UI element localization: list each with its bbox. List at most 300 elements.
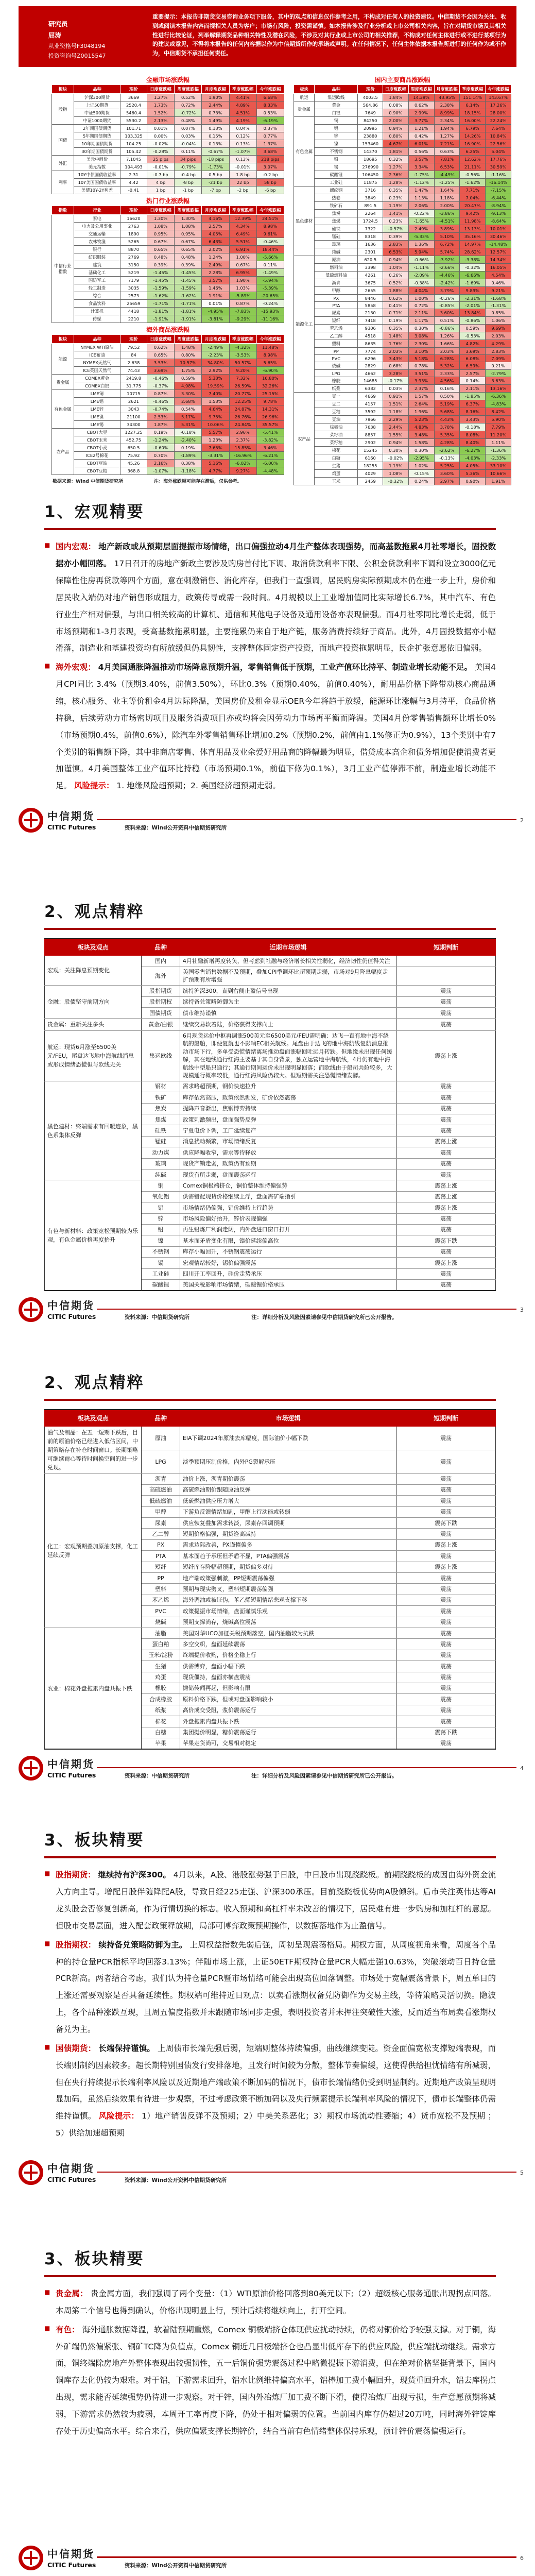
change-cell: -0.46%: [256, 238, 284, 246]
change-cell: -0.86%: [460, 317, 486, 325]
change-cell: 2.16%: [147, 460, 174, 467]
judgement-cell: 震荡: [396, 1213, 496, 1224]
researcher-name: 屈涛: [48, 31, 62, 39]
change-cell: 10.66%: [486, 470, 511, 478]
table-row: [52, 163, 284, 171]
variety-cell: 热卷: [315, 194, 358, 202]
change-cell: -0.37%: [147, 382, 174, 390]
footer-body: [47, 2160, 516, 2184]
change-cell: -1.24%: [147, 436, 174, 444]
section-divider: [44, 1856, 496, 1858]
page-footer: [19, 2546, 524, 2570]
change-cell: 2.64%: [408, 400, 434, 408]
change-cell: 1.24%: [202, 253, 229, 261]
table-row: [52, 382, 284, 390]
change-cell: -1.85%: [460, 393, 486, 400]
change-cell: 35.57%: [256, 421, 284, 429]
change-cell: 6.72%: [434, 241, 460, 248]
variety-cell: 焦煤: [315, 217, 358, 225]
change-cell: 2.83%: [486, 348, 511, 355]
brand-cn: 中信期货: [47, 1299, 95, 1312]
footer-body: [47, 1297, 516, 1321]
column-header: 月度涨跌幅: [202, 206, 229, 215]
change-cell: 0.19%: [175, 444, 202, 452]
change-cell: 0.65%: [147, 246, 174, 253]
change-cell: -6.02%: [229, 460, 256, 467]
change-cell: 5.57%: [202, 429, 229, 436]
judgement-cell: 震荡上涨: [396, 1180, 496, 1191]
group-view-cell: 航运：现货6月涨至6500美元/FEU，尾盘达飞地中海航线消息或形成情绪恐慌但与欧线无关: [45, 1030, 142, 1081]
price-cell: 14370: [358, 148, 383, 156]
table-row: [52, 405, 284, 413]
table-row: [294, 272, 511, 279]
variety-cell: 国内: [142, 956, 180, 967]
group-view-cell: 黑色建材：终端需求有回暖迹象，黑色系集体反弹: [45, 1081, 142, 1180]
table-title-overseas: 海外商品涨跌幅: [146, 326, 189, 334]
change-cell: 24.84%: [229, 421, 256, 429]
change-cell: -8.64%: [486, 217, 511, 225]
variety-cell: 10年期国债期货: [74, 140, 120, 148]
price-cell: 8446: [358, 295, 383, 302]
change-cell: 7.04%: [460, 194, 486, 202]
variety-cell: 鸡蛋: [315, 470, 358, 478]
variety-cell: 铜: [315, 117, 358, 125]
change-cell: 4.64%: [202, 405, 229, 413]
table-row: [52, 140, 284, 148]
variety-cell: 动力煤: [142, 1147, 180, 1158]
price-cell: 84250: [358, 117, 383, 125]
change-cell: 43.95%: [434, 94, 460, 101]
variety-cell: PP: [142, 1573, 180, 1584]
change-cell: -9.29%: [229, 315, 256, 323]
price-cell: 2301: [358, 248, 383, 256]
price-cell: 368.8: [120, 467, 147, 475]
bullet-lead: 长端保持谨慎。: [98, 2043, 155, 2053]
footer-source: 资料来源：Wind公开资料中信期货研究所: [125, 2562, 227, 2569]
change-cell: 5.31%: [175, 421, 202, 429]
change-cell: 0.87%: [229, 300, 256, 308]
table-row: [294, 179, 511, 187]
variety-cell: 尿素: [142, 1518, 180, 1529]
price-cell: 2459: [358, 478, 383, 485]
table-row: [294, 225, 511, 233]
change-cell: 12.25%: [229, 398, 256, 405]
change-cell: 5.74%: [434, 248, 460, 256]
section-divider: [44, 1399, 496, 1401]
page-number: 4: [520, 1765, 524, 1772]
views-table-2: [44, 1409, 496, 1750]
change-cell: 1.84%: [383, 94, 409, 101]
change-cell: 0.90%: [460, 478, 486, 485]
logic-cell: 库存小幅回升，不锈钢震荡运行: [180, 1246, 396, 1257]
change-cell: 0.13%: [202, 140, 229, 148]
table-row: [52, 413, 284, 421]
bullet-square-icon: ■: [44, 1939, 50, 1947]
change-cell: 1.00%: [229, 253, 256, 261]
change-cell: 0.39%: [147, 261, 174, 269]
price-cell: 23880: [358, 132, 383, 140]
change-cell: 6.28%: [434, 355, 460, 362]
change-cell: 8.16%: [460, 408, 486, 416]
variety-cell: 美元中间价: [74, 156, 120, 163]
table-row: [52, 375, 284, 382]
change-cell: 3.51%: [408, 370, 434, 377]
change-cell: -6.00%: [256, 460, 284, 467]
variety-cell: 橡胶: [142, 1683, 180, 1693]
judgement-cell: 震荡: [396, 1114, 496, 1125]
variety-cell: LME镍: [74, 413, 120, 421]
table-row: [294, 264, 511, 272]
change-cell: 3.68%: [256, 148, 284, 156]
change-cell: 143.67%: [486, 94, 511, 101]
variety-cell: 铅: [142, 1224, 180, 1235]
variety-cell: PX: [142, 1539, 180, 1550]
logic-cell: 预期与现实劈叉，塑料短期震荡偏强: [180, 1584, 396, 1595]
table-row: [294, 202, 511, 210]
change-cell: 0.5 bp: [202, 171, 229, 179]
change-cell: -1.25%: [434, 179, 460, 187]
variety-cell: 股指期权: [142, 996, 180, 1007]
change-cell: 1.52%: [147, 109, 174, 117]
bullet-label: 贵金属：: [56, 2289, 88, 2299]
column-header: 短期判断: [396, 939, 496, 956]
table-row: [52, 269, 284, 277]
variety-cell: 中证1000期货: [74, 117, 120, 125]
logic-cell: 续持沪深300，直到右侧止盈信号出现: [180, 986, 396, 996]
table-row: [52, 300, 284, 308]
disclaimer-text: 重要提示：本报告非期货交易咨询业务项下服务，其中的观点和信息仅作参考之用，不构成对任何人的投资建议。中信期货不会因为关注、收到或阅读本报告内容而视相关人员为客户；市场有风险，投资需谨慎。如本报告涉及行业分析或上市公司相关内容，旨在对期货市场及其相关性进行比较论证，列举解释期货品种相关特性及潜在风险，不涉及对其行业或上市公司的相关推荐，不构成对任何主体进行或不进行某项行为的建议或意见，不得将本报告的任何内容据以作为中信期货所作的承诺或声明。在任何情况下，任何主体依据本报告所进行的任何作为或不作为，中信期货不承担任何责任。: [152, 13, 506, 57]
change-cell: -0.13%: [434, 454, 460, 462]
change-cell: 0.30%: [408, 447, 434, 454]
change-cell: 13.16%: [486, 385, 511, 393]
variety-cell: 纺织服装: [74, 253, 120, 261]
change-cell: 26.59%: [229, 382, 256, 390]
change-cell: -20.65%: [256, 292, 284, 300]
change-cell: 22.56%: [486, 140, 511, 148]
table-row: [52, 215, 284, 223]
change-cell: 6.53%: [383, 248, 409, 256]
change-cell: 5.18%: [408, 355, 434, 362]
variety-cell: 塑料: [315, 340, 358, 348]
change-cell: 0.21%: [486, 362, 511, 370]
change-cell: 1.37%: [256, 140, 284, 148]
change-cell: -7 bp: [202, 187, 229, 194]
price-cell: 79.52: [120, 344, 147, 351]
table-row: [294, 355, 511, 362]
change-cell: 20.47%: [460, 202, 486, 210]
change-cell: -1.69%: [460, 279, 486, 287]
change-cell: 0.48%: [175, 117, 202, 125]
variety-cell: 原油: [142, 1427, 180, 1450]
bullet-text: 4月以来，A股、港股涨势强于日股，中日股市出现跷跷板。前期跷跷板的成因由海外资金流入方向主导。增配日股伴随降配A股，导致日经225走强、沪深300承压。目前跷跷板优势向A股倾斜。后市关注英伟达等AI龙头股会否修复创新高，作为行情切换的标志。收入预期和高杠杆率未改善的情况下，居民难有进一步购房和加杠杆的意愿。但股市交易层面，进入配套政策释放期，局部可博弈政策预期操作，以数据落地作为止盈信号。: [56, 1870, 496, 1930]
change-cell: 15.85%: [229, 444, 256, 452]
price-cell: 15245: [358, 447, 383, 454]
bullet-text: 17日召开的房地产新政主要涉及购房首付比下调、取消贷款利率下限、公积金贷款利率下调和设立3000亿元保障性住房再贷款等四个方面，意在刺激销售、消化库存，但我们一直强调，居民购房实际预期成本仍在进一步上升，房价和居民收入端仍对地产销售形成阻力，政策传导或需一段时间。4月规模以上工业增加值同比实际增长6.7%，其中汽车、有色行业生产相对偏强，与出口相关较高的计算机、通信和其他电子设备及通用设备亦表现偏强。而4月社零同比增长走弱，低于市场预期和1-3月表现，受高基数拖累明显，主要拖累仍来自于地产链，服务消费持续好于商品。此外，4月固投数据亦小幅滑落，制造业和基建投资均有所放缓但仍具韧性，支撑整体固定资产投资，而地产投资拖累明显，民企扩张意愿依旧偏弱。: [56, 559, 496, 653]
change-cell: 0.67%: [175, 238, 202, 246]
logic-cell: EIA下调2024年原油去库幅度，国际油价小幅下跌: [180, 1427, 396, 1450]
precious-metals-bullet: [44, 2285, 496, 2319]
judgement-cell: 震荡上涨: [396, 1202, 496, 1213]
change-cell: 1.02%: [408, 462, 434, 470]
change-cell: 2.57%: [460, 370, 486, 377]
table-row: [294, 325, 511, 332]
price-cell: 4261: [358, 272, 383, 279]
change-cell: 1.94%: [434, 125, 460, 132]
logic-cell: 供需错配现货价格继续上浮，盘面需矿端指引: [180, 1191, 396, 1202]
price-cell: 2573: [120, 292, 147, 300]
change-cell: 4.05%: [460, 462, 486, 470]
price-cell: 1724.5: [358, 217, 383, 225]
table-row: [294, 279, 511, 287]
change-cell: -1.81%: [175, 308, 202, 315]
researcher-qualification: 从业资格号F3048194: [48, 42, 106, 49]
judgement-cell: 震荡: [396, 1506, 496, 1517]
table-row: [294, 348, 511, 355]
change-cell: 1.64%: [434, 187, 460, 194]
change-cell: -0.02%: [383, 454, 409, 462]
group-label-cell: 中信行业指数: [52, 215, 74, 323]
change-cell: 35.16%: [460, 233, 486, 241]
change-cell: 22 bp: [229, 179, 256, 187]
column-header: 日度涨跌幅: [147, 335, 174, 344]
change-cell: 0.07%: [175, 125, 202, 132]
table-row: [52, 467, 284, 475]
price-cell: 106450: [358, 171, 383, 179]
table-row: [294, 393, 511, 400]
table-row: [294, 400, 511, 408]
variety-cell: 乙二醇: [315, 332, 358, 340]
column-header: 今年涨跌幅: [486, 85, 511, 94]
bullet-label: 国内宏观：: [56, 542, 96, 552]
change-cell: 5.25%: [434, 462, 460, 470]
price-cell: 2520.4: [120, 101, 147, 109]
page-number: 6: [520, 2554, 524, 2562]
section-views-2: [0, 1369, 535, 1750]
bullet-square-icon: ■: [44, 2043, 50, 2050]
table-row: [294, 94, 511, 101]
table-row: [294, 423, 511, 431]
change-cell: 8.99%: [434, 109, 460, 117]
change-cell: 0.95%: [147, 230, 174, 238]
judgement-cell: 震荡下跌: [396, 1727, 496, 1738]
variety-cell: 短纤: [142, 1562, 180, 1572]
variety-cell: 建筑: [74, 261, 120, 269]
change-cell: -21 bp: [202, 179, 229, 187]
change-cell: -1.45%: [147, 269, 174, 277]
variety-cell: 工业硅: [315, 179, 358, 187]
change-cell: 24.87%: [229, 405, 256, 413]
logic-cell: 油价上涨，沥青期价震荡: [180, 1473, 396, 1484]
change-cell: -0.79%: [175, 163, 202, 171]
change-cell: 4.28%: [434, 439, 460, 447]
change-cell: -1.16%: [486, 171, 511, 179]
change-cell: 9.42%: [460, 210, 486, 217]
change-cell: 0.71%: [383, 309, 409, 317]
variety-cell: CBOT大豆: [74, 429, 120, 436]
table-row: [52, 261, 284, 269]
price-cell: 4418: [120, 308, 147, 315]
change-cell: -6.66%: [460, 272, 486, 279]
price-cell: 6296: [358, 355, 383, 362]
variety-cell: 白银: [315, 109, 358, 117]
table-row: [294, 132, 511, 140]
change-cell: 2.37%: [229, 436, 256, 444]
table-row: [294, 362, 511, 370]
variety-cell: 5年期国债期货: [74, 132, 120, 140]
table-row: [294, 377, 511, 385]
change-cell: 2.92%: [202, 367, 229, 375]
column-header: 日度涨跌幅: [147, 206, 174, 215]
group-label-cell: 股指: [52, 94, 74, 125]
table-row: [294, 416, 511, 423]
variety-cell: PTA: [142, 1551, 180, 1562]
logic-cell: 消息扰动频繁，市场情绪反复: [180, 1136, 396, 1147]
change-cell: -0.32%: [383, 478, 409, 485]
judgement-cell: 震荡: [396, 1595, 496, 1605]
table-row: [45, 1628, 496, 1639]
change-cell: 5.36%: [460, 470, 486, 478]
column-header: 现价: [120, 85, 147, 94]
group-label-cell: 有色金属: [294, 117, 315, 187]
price-cell: 11875: [358, 179, 383, 187]
variety-cell: 铅: [315, 156, 358, 163]
variety-cell: 2年期国债期货: [74, 125, 120, 132]
logic-cell: 市场情绪仍偏强，铝价维持上行趋势: [180, 1202, 396, 1213]
judgement-cell: 震荡: [396, 1683, 496, 1693]
judgement-cell: 震荡: [396, 1224, 496, 1235]
price-cell: 7418: [358, 317, 383, 325]
researcher-info: [48, 12, 135, 61]
table-row: [294, 431, 511, 439]
price-cell: 1890: [120, 230, 147, 238]
column-header: 板块: [294, 85, 315, 94]
logic-cell: 基本面趋于承压但矛盾不显，PTA偏强震荡: [180, 1551, 396, 1562]
table-row: [294, 408, 511, 416]
variety-cell: ICE2号棉花: [74, 452, 120, 460]
change-cell: -1.71%: [147, 300, 174, 308]
variety-cell: 菜籽油: [315, 431, 358, 439]
judgement-cell: 震荡上涨: [396, 1191, 496, 1202]
footer-source: 资料来源：中信期货研究所: [125, 1314, 189, 1321]
variety-cell: LME锌: [74, 405, 120, 413]
price-cell: 1227.25: [120, 429, 147, 436]
change-cell: 5.19%: [434, 400, 460, 408]
judgement-cell: 震荡: [396, 1019, 496, 1030]
change-cell: 0.80%: [175, 351, 202, 359]
change-cell: -18 pips: [202, 156, 229, 163]
change-cell: 2.49%: [408, 225, 434, 233]
market-table: [294, 84, 511, 485]
variety-cell: PX: [315, 295, 358, 302]
researcher-advisory-no: 投资咨询号Z0015547: [48, 53, 106, 59]
column-header: 季度涨跌幅: [229, 335, 256, 344]
change-cell: 0.65%: [175, 246, 202, 253]
change-cell: 2.13%: [147, 117, 174, 125]
price-cell: 16620: [120, 215, 147, 223]
change-cell: 1.19%: [383, 202, 409, 210]
logic-cell: 基本面矛盾变化有限，镍价延续偏高位: [180, 1235, 396, 1246]
judgement-cell: 震荡: [396, 1008, 496, 1019]
change-cell: 10.84%: [486, 132, 511, 140]
change-cell: -1.75%: [408, 171, 434, 179]
bond-futures-bullet: [44, 2040, 496, 2142]
table-row: [52, 292, 284, 300]
price-cell: 2655: [358, 287, 383, 295]
table-row: [294, 194, 511, 202]
column-header: 周度涨跌幅: [175, 206, 202, 215]
column-header: 今年涨跌幅: [256, 335, 284, 344]
change-cell: -1.07%: [229, 148, 256, 156]
header-row: [45, 1410, 496, 1427]
variety-cell: 锌: [142, 1213, 180, 1224]
change-cell: -1.36%: [486, 447, 511, 454]
judgement-cell: 震荡: [396, 1661, 496, 1672]
change-cell: 1.41%: [383, 210, 409, 217]
price-cell: 7966: [358, 416, 383, 423]
bullet-label: 海外宏观：: [56, 663, 96, 672]
variety-cell: LME锡: [74, 421, 120, 429]
change-cell: 0.04%: [229, 125, 256, 132]
price-cell: 18695: [358, 156, 383, 163]
change-cell: 3.79%: [434, 287, 460, 295]
change-cell: 2.30%: [408, 340, 434, 348]
group-view-cell: 贵金属：重新关注多头: [45, 1019, 142, 1030]
change-cell: 9.20%: [229, 367, 256, 375]
change-cell: 5.51%: [229, 238, 256, 246]
variety-cell: 纯碱: [142, 1170, 180, 1180]
price-cell: 84: [120, 351, 147, 359]
change-cell: 7.40%: [202, 390, 229, 398]
change-cell: -1.89%: [175, 452, 202, 460]
change-cell: 21.11%: [460, 163, 486, 171]
table-row: [52, 429, 284, 436]
table-row: [52, 125, 284, 132]
table-row: [52, 253, 284, 261]
judgement-cell: 震荡上涨: [396, 1562, 496, 1572]
change-cell: 5.68%: [434, 408, 460, 416]
table-row: [294, 370, 511, 377]
change-cell: 0.13%: [229, 140, 256, 148]
domestic-commodity-table: [294, 84, 511, 485]
views-table: [44, 1409, 496, 1750]
change-cell: 17.26%: [486, 101, 511, 109]
macro-overseas-bullet: [44, 659, 496, 794]
table-row: [52, 230, 284, 238]
change-cell: 151.14%: [460, 94, 486, 101]
table-row: [294, 171, 511, 179]
change-cell: 0.59%: [175, 375, 202, 382]
hot-industry-table: [51, 206, 284, 323]
change-cell: -0.01%: [147, 163, 174, 171]
table-row: [294, 140, 511, 148]
variety-cell: 螺纹钢: [315, 187, 358, 194]
price-cell: 3150: [120, 261, 147, 269]
table-row: [294, 295, 511, 302]
table-row: [52, 444, 284, 452]
header-row: [294, 85, 511, 94]
data-source-note: 数据来源：Wind 中信期货研究所: [53, 479, 123, 485]
change-cell: 0.54%: [175, 405, 202, 413]
page-number: 2: [520, 817, 524, 824]
variety-cell: 烧碱: [142, 1617, 180, 1628]
change-cell: 13.84%: [460, 309, 486, 317]
change-cell: 0.35%: [383, 187, 409, 194]
group-label-cell: 农产品: [294, 393, 315, 485]
views-table: [44, 938, 496, 1291]
table-row: [294, 125, 511, 132]
table-notes: [51, 475, 284, 484]
change-cell: -0.17%: [383, 377, 409, 385]
